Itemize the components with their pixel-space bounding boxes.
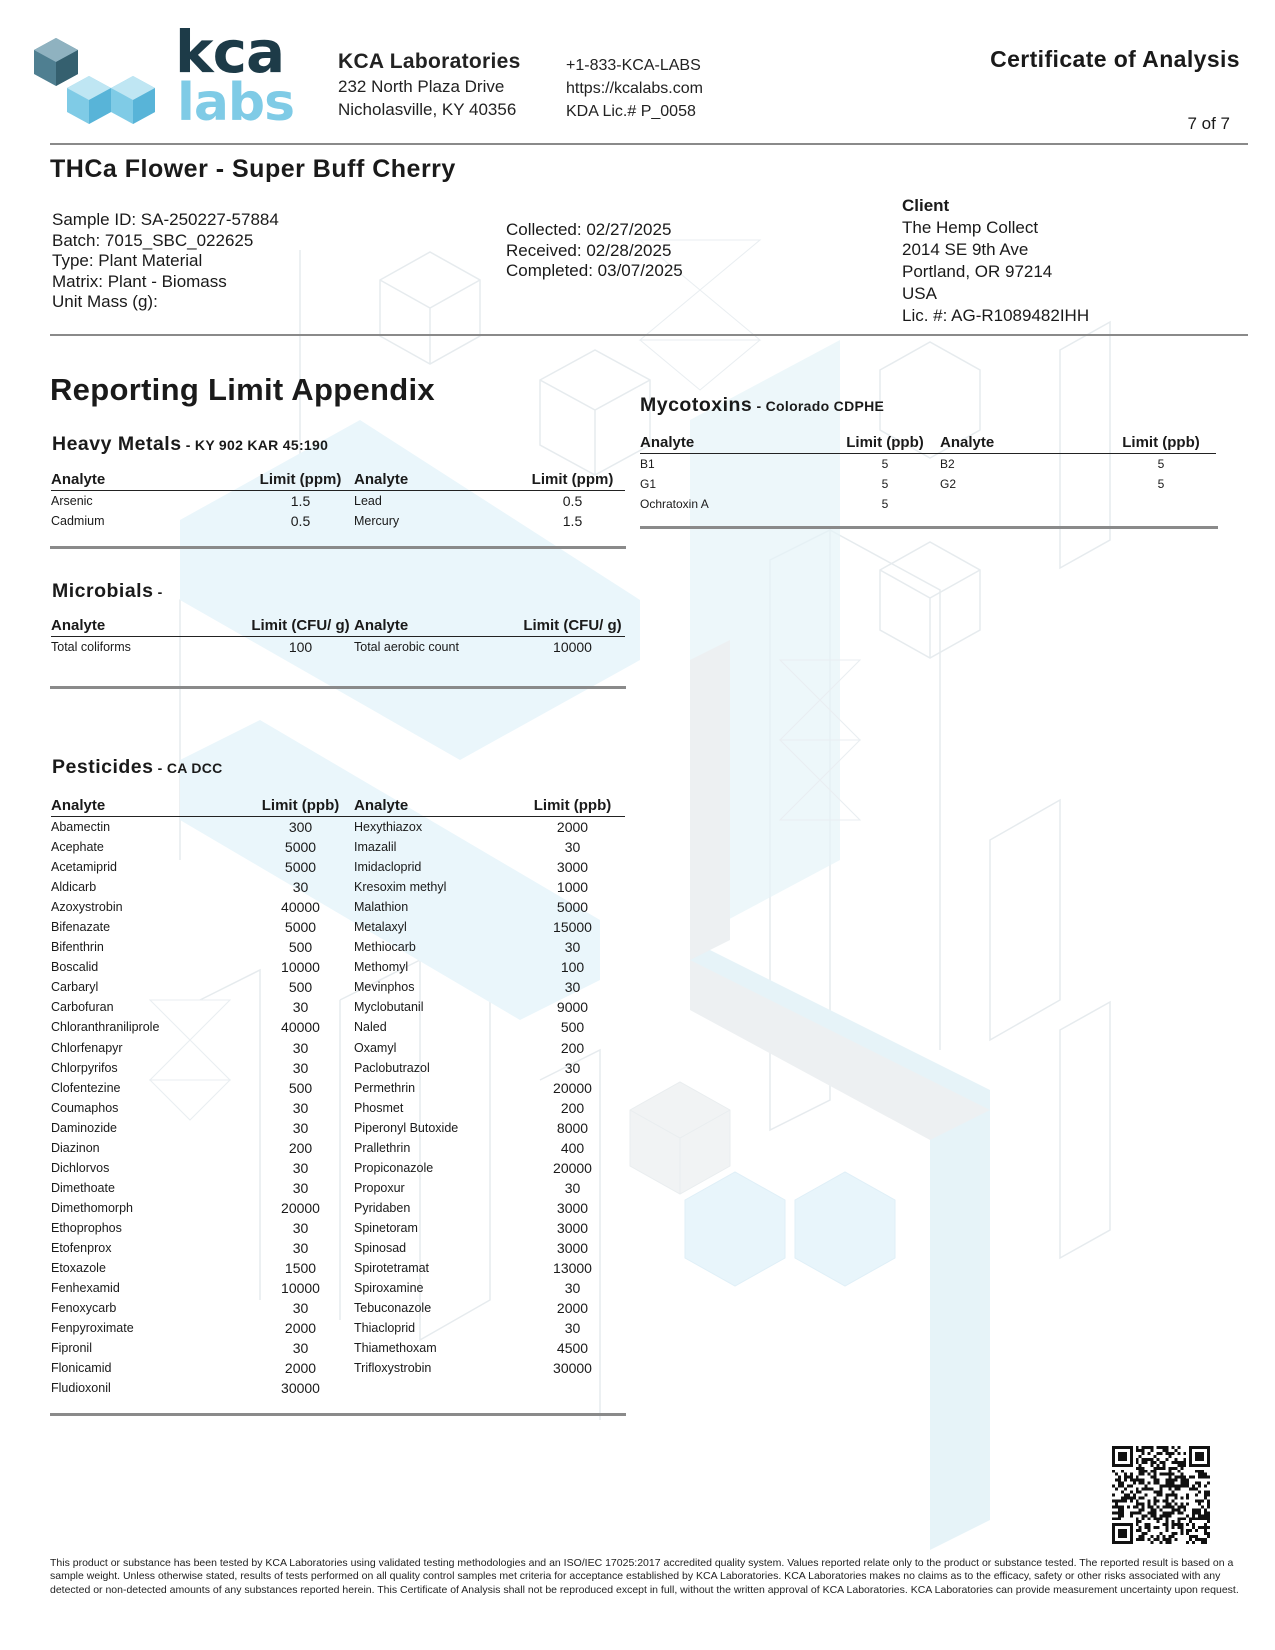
analyte-name: Cadmium <box>51 514 105 529</box>
analyte-name: Methiocarb <box>354 940 416 955</box>
sample-info <box>52 210 279 313</box>
analyte-name: Chlorpyrifos <box>51 1060 118 1075</box>
table-header-row <box>640 434 1216 454</box>
lab-address-line2: Nicholasville, KY 40356 <box>338 100 517 119</box>
analyte-name: Thiamethoxam <box>354 1341 437 1356</box>
client-info <box>902 195 1089 327</box>
limit-value <box>520 1378 625 1398</box>
limit-value: 5 <box>1157 457 1165 471</box>
limit-value: 9000 <box>556 999 589 1016</box>
limit-value: 30 <box>292 879 309 896</box>
completed-date: Completed: 03/07/2025 <box>506 261 683 280</box>
client-city: Portland, OR 97214 <box>902 262 1053 281</box>
sample-id: Sample ID: SA-250227-57884 <box>52 210 279 229</box>
limit-value: 13000 <box>553 1260 592 1277</box>
limit-value: 500 <box>288 939 313 956</box>
analyte-name: Mercury <box>354 514 400 529</box>
analyte-name: Clofentezine <box>51 1080 121 1095</box>
lab-contact <box>566 54 703 123</box>
lab-name: KCA Laboratories <box>338 50 521 73</box>
limit-value: 30 <box>292 1239 309 1256</box>
analyte-name: Boscalid <box>51 960 99 975</box>
table-row <box>51 1278 625 1298</box>
analyte-name: Dichlorvos <box>51 1160 110 1175</box>
analyte-name <box>354 1378 520 1398</box>
microbials-regulation: - <box>153 584 163 600</box>
analyte-name: Diazinon <box>51 1140 100 1155</box>
kca-labs-logo <box>32 18 312 138</box>
analyte-name: Thiacloprid <box>354 1321 416 1336</box>
heavy-metals-title-text: Heavy Metals <box>52 433 182 455</box>
table-row <box>51 1318 625 1338</box>
limit-value: 5 <box>881 477 889 492</box>
analyte-name: Chlorfenapyr <box>51 1040 123 1055</box>
limit-value: 5000 <box>284 839 317 856</box>
limit-value: 8000 <box>556 1119 589 1136</box>
analyte-name: Ochratoxin A <box>640 497 709 512</box>
heavy-metals-title <box>52 433 328 456</box>
limit-column-header: Limit (CFU/ g) <box>251 617 350 634</box>
analyte-name: B1 <box>640 457 655 471</box>
table-row <box>51 491 625 512</box>
analyte-column-header: Analyte <box>354 617 409 634</box>
limit-value: 40000 <box>281 899 320 916</box>
analyte-name: Piperonyl Butoxide <box>354 1120 459 1135</box>
pesticides-table-end-rule <box>50 1413 626 1416</box>
lab-address-line1: 232 North Plaza Drive <box>338 77 505 96</box>
table-row <box>51 997 625 1017</box>
analyte-name: Abamectin <box>51 820 111 834</box>
limit-value: 5000 <box>284 919 317 936</box>
table-row <box>51 1238 625 1258</box>
collected-date: Collected: 02/27/2025 <box>506 220 672 239</box>
analyte-name: Ethoprophos <box>51 1220 122 1235</box>
analyte-column-header: Analyte <box>51 471 106 488</box>
limit-value: 3000 <box>556 859 589 876</box>
table-row <box>51 817 625 838</box>
analyte-name: G2 <box>940 477 957 492</box>
limit-column-header: Limit (ppb) <box>1122 434 1200 451</box>
analyte-name: Dimethoate <box>51 1180 115 1195</box>
limit-value: 40000 <box>281 1019 320 1036</box>
analyte-name: Propiconazole <box>354 1160 434 1175</box>
analyte-name: Spinosad <box>354 1240 407 1255</box>
analyte-name: Etoxazole <box>51 1261 106 1276</box>
limit-value: 100 <box>560 959 585 976</box>
limit-value <box>1106 494 1216 514</box>
table-row <box>51 1138 625 1158</box>
limit-value: 300 <box>288 819 313 835</box>
table-row <box>51 1218 625 1238</box>
table-row <box>51 1058 625 1078</box>
limit-value: 15000 <box>553 919 592 936</box>
table-row <box>51 1338 625 1358</box>
client-street: 2014 SE 9th Ave <box>902 240 1029 259</box>
lab-license: KDA Lic.# P_0058 <box>566 103 696 120</box>
limit-value: 5 <box>881 497 889 512</box>
table-row <box>51 957 625 977</box>
limit-value: 30 <box>292 1039 309 1056</box>
table-row <box>51 1078 625 1098</box>
analyte-name: Permethrin <box>354 1080 416 1095</box>
limit-value: 1000 <box>556 879 589 896</box>
table-row <box>51 977 625 997</box>
limit-value: 30 <box>564 1320 581 1337</box>
analyte-name: Metalaxyl <box>354 920 407 935</box>
limit-value: 100 <box>288 639 313 655</box>
analyte-name: Kresoxim methyl <box>354 880 447 895</box>
batch: Batch: 7015_SBC_022625 <box>52 230 254 250</box>
limit-value: 30 <box>292 1059 309 1076</box>
microbials-title-text: Microbials <box>52 580 154 602</box>
limit-column-header: Limit (ppb) <box>846 434 924 451</box>
limit-value: 4500 <box>556 1340 589 1357</box>
analyte-name: Bifenazate <box>51 920 111 935</box>
limit-value: 10000 <box>553 639 592 655</box>
limit-value: 5 <box>1157 477 1165 492</box>
analyte-column-header: Analyte <box>51 797 106 814</box>
analyte-name: Imazalil <box>354 840 397 855</box>
limit-value: 3000 <box>556 1239 589 1256</box>
limit-value: 200 <box>560 1039 585 1056</box>
limit-value: 10000 <box>281 959 320 976</box>
analyte-name: Methomyl <box>354 960 409 975</box>
analyte-name: Dimethomorph <box>51 1200 133 1215</box>
pesticides-title <box>52 756 223 779</box>
analyte-name: Coumaphos <box>51 1100 119 1115</box>
table-row <box>51 1118 625 1138</box>
mycotoxins-table-end-rule <box>640 526 1218 529</box>
document-title: Certificate of Analysis <box>990 46 1240 72</box>
limit-value: 20000 <box>281 1199 320 1216</box>
limit-value: 30000 <box>553 1360 592 1377</box>
table-row <box>51 1178 625 1198</box>
lab-phone: +1-833-KCA-LABS <box>566 57 701 74</box>
limit-value: 2000 <box>556 819 589 835</box>
limit-value: 1500 <box>284 1260 317 1277</box>
analyte-name: Acetamiprid <box>51 860 117 875</box>
analyte-name: Propoxur <box>354 1180 405 1195</box>
heavy-metals-table <box>51 471 625 531</box>
analyte-name: Prallethrin <box>354 1140 411 1155</box>
table-header-row <box>51 618 625 637</box>
mycotoxins-title-text: Mycotoxins <box>640 394 753 416</box>
qr-code-icon <box>1112 1446 1210 1544</box>
pesticides-title-text: Pesticides <box>52 756 154 778</box>
microbials-table <box>51 618 625 657</box>
limit-value: 30 <box>292 1159 309 1176</box>
analyte-name: Pyridaben <box>354 1200 411 1215</box>
product-title: THCa Flower - Super Buff Cherry <box>50 155 456 183</box>
microbials-title <box>52 580 163 603</box>
analyte-column-header: Analyte <box>354 471 409 488</box>
client-license: Lic. #: AG-R1089482IHH <box>902 306 1090 325</box>
table-row <box>51 1098 625 1118</box>
analyte-column-header: Analyte <box>354 797 409 814</box>
table-row <box>51 1198 625 1218</box>
limit-value: 5 <box>881 457 889 471</box>
limit-value: 0.5 <box>562 493 583 509</box>
mycotoxins-regulation: - Colorado CDPHE <box>752 398 885 414</box>
matrix: Matrix: Plant - Biomass <box>52 271 227 291</box>
analyte-name: Aldicarb <box>51 880 97 895</box>
table-row <box>51 1298 625 1318</box>
limit-value: 2000 <box>284 1320 317 1337</box>
limit-value: 200 <box>288 1139 313 1156</box>
analyte-name: Fludioxonil <box>51 1381 111 1396</box>
logo-wordmark-labs: labs <box>177 73 295 133</box>
analyte-name: Bifenthrin <box>51 940 104 955</box>
analyte-name: Carbaryl <box>51 980 99 995</box>
analyte-name: Spiroxamine <box>354 1281 424 1296</box>
limit-value: 30 <box>292 999 309 1016</box>
sample-type: Type: Plant Material <box>52 251 203 270</box>
page-number: 7 of 7 <box>1187 114 1230 133</box>
limit-value: 30 <box>292 1340 309 1357</box>
analyte-column-header: Analyte <box>51 617 106 634</box>
limit-value: 2000 <box>284 1360 317 1377</box>
limit-value: 10000 <box>281 1280 320 1297</box>
analyte-name: B2 <box>940 457 955 471</box>
limit-value: 500 <box>560 1019 585 1036</box>
heavy-metals-table-end-rule <box>50 546 626 549</box>
pesticides-regulation: - CA DCC <box>153 760 223 776</box>
sample-dates <box>506 220 683 282</box>
analyte-name: Fenhexamid <box>51 1281 120 1296</box>
limit-value: 30000 <box>281 1380 320 1397</box>
analyte-name: Hexythiazox <box>354 820 423 834</box>
analyte-name: Oxamyl <box>354 1040 397 1055</box>
limit-value: 0.5 <box>290 513 311 530</box>
heavy-metals-regulation: - KY 902 KAR 45:190 <box>181 437 329 453</box>
analyte-name <box>940 494 1106 514</box>
limit-column-header: Limit (ppb) <box>533 797 612 814</box>
qr-code[interactable] <box>1112 1446 1210 1544</box>
analyte-name: Spinetoram <box>354 1220 418 1235</box>
limit-value: 1.5 <box>562 513 583 530</box>
table-row <box>640 454 1216 475</box>
analyte-name: Carbofuran <box>51 1000 114 1015</box>
table-row <box>51 897 625 917</box>
limit-value: 500 <box>288 1079 313 1096</box>
client-country: USA <box>902 284 937 303</box>
analyte-name: Etofenprox <box>51 1240 112 1255</box>
limit-value: 30 <box>564 1179 581 1196</box>
table-row <box>51 917 625 937</box>
analyte-name: Acephate <box>51 840 104 855</box>
analyte-name: Flonicamid <box>51 1361 112 1376</box>
table-row <box>640 494 1216 514</box>
analyte-column-header: Analyte <box>640 434 695 451</box>
table-row <box>51 877 625 897</box>
table-row <box>51 511 625 531</box>
info-divider <box>50 334 1248 336</box>
table-row <box>640 474 1216 494</box>
analyte-name: Chloranthraniliprole <box>51 1020 160 1035</box>
analyte-name: Myclobutanil <box>354 1000 424 1015</box>
limit-value: 400 <box>560 1139 585 1156</box>
limit-column-header: Limit (CFU/ g) <box>523 617 622 634</box>
analyte-name: Fenpyroximate <box>51 1321 134 1336</box>
limit-value: 1.5 <box>290 493 311 509</box>
table-row <box>51 637 625 658</box>
lab-website: https://kcalabs.com <box>566 80 703 97</box>
analyte-name: G1 <box>640 477 657 492</box>
analyte-name: Malathion <box>354 900 409 915</box>
limit-value: 5000 <box>284 859 317 876</box>
analyte-name: Total aerobic count <box>354 640 459 654</box>
limit-value: 30 <box>564 939 581 956</box>
table-row <box>51 1358 625 1378</box>
table-header-row <box>51 471 625 491</box>
limit-value: 30 <box>564 1280 581 1297</box>
analyte-name: Spirotetramat <box>354 1261 430 1276</box>
analyte-name: Fipronil <box>51 1341 92 1356</box>
limit-value: 30 <box>292 1300 309 1317</box>
analyte-name: Paclobutrazol <box>354 1060 430 1075</box>
logo-wordmark-kca: kca <box>175 18 285 86</box>
appendix-title: Reporting Limit Appendix <box>50 372 435 407</box>
client-heading: Client <box>902 196 950 215</box>
analyte-name: Azoxystrobin <box>51 900 123 915</box>
received-date: Received: 02/28/2025 <box>506 240 672 260</box>
limit-value: 200 <box>560 1099 585 1116</box>
limit-value: 20000 <box>553 1079 592 1096</box>
limit-column-header: Limit (ppm) <box>531 471 614 488</box>
table-row <box>51 937 625 957</box>
lab-info <box>338 50 521 121</box>
analyte-name: Total coliforms <box>51 640 131 654</box>
analyte-name: Mevinphos <box>354 980 415 995</box>
client-name: The Hemp Collect <box>902 218 1039 237</box>
unit-mass: Unit Mass (g): <box>52 292 158 311</box>
analyte-name: Tebuconazole <box>354 1301 432 1316</box>
analyte-name: Fenoxycarb <box>51 1301 117 1316</box>
analyte-name: Imidacloprid <box>354 860 422 875</box>
limit-value: 500 <box>288 979 313 996</box>
mycotoxins-title <box>640 394 884 417</box>
limit-value: 30 <box>292 1119 309 1136</box>
analyte-name: Daminozide <box>51 1120 118 1135</box>
header-divider <box>50 143 1248 145</box>
limit-column-header: Limit (ppm) <box>259 471 342 488</box>
limit-value: 30 <box>564 839 581 856</box>
limit-value: 2000 <box>556 1300 589 1317</box>
analyte-name: Naled <box>354 1020 387 1035</box>
table-row <box>51 1017 625 1037</box>
analyte-name: Arsenic <box>51 494 93 508</box>
table-row <box>51 857 625 877</box>
table-row <box>51 837 625 857</box>
table-row <box>51 1158 625 1178</box>
limit-value: 30 <box>292 1099 309 1116</box>
limit-value: 5000 <box>556 899 589 916</box>
limit-column-header: Limit (ppb) <box>261 797 340 814</box>
mycotoxins-table <box>640 434 1216 514</box>
limit-value: 3000 <box>556 1219 589 1236</box>
analyte-name: Lead <box>354 494 382 508</box>
table-row <box>51 1038 625 1058</box>
disclaimer-text: This product or substance has been tested by KCA Laboratories using validated testing methodologies and an ISO/IEC 17025:2017 accredited quality system. Values reported relate only to the product or substance tested. The reported result is based on a sample weight. Unless otherwise stated, results of tests performed on all quality control samples met criteria for acceptance established by KCA Laboratories. KCA Laboratories makes no claims as to the efficacy, safety or other risks associated with any detected or non-detected amounts of any substances reported herein. This Certificate of Analysis shall not be reproduced except in full, without the written approval of KCA Laboratories. KCA Laboratories can provide measurement uncertainty upon request. <box>50 1557 1239 1596</box>
limit-value: 30 <box>564 1059 581 1076</box>
limit-value: 30 <box>564 979 581 996</box>
analyte-name: Trifloxystrobin <box>354 1361 432 1376</box>
limit-value: 30 <box>292 1219 309 1236</box>
analyte-name: Phosmet <box>354 1100 404 1115</box>
limit-value: 3000 <box>556 1199 589 1216</box>
table-row <box>51 1378 625 1398</box>
microbials-table-end-rule <box>50 686 626 689</box>
table-row <box>51 1258 625 1278</box>
limit-value: 30 <box>292 1179 309 1196</box>
pesticides-table <box>51 797 625 1398</box>
limit-value: 20000 <box>553 1159 592 1176</box>
analyte-column-header: Analyte <box>940 434 995 451</box>
table-header-row <box>51 797 625 817</box>
